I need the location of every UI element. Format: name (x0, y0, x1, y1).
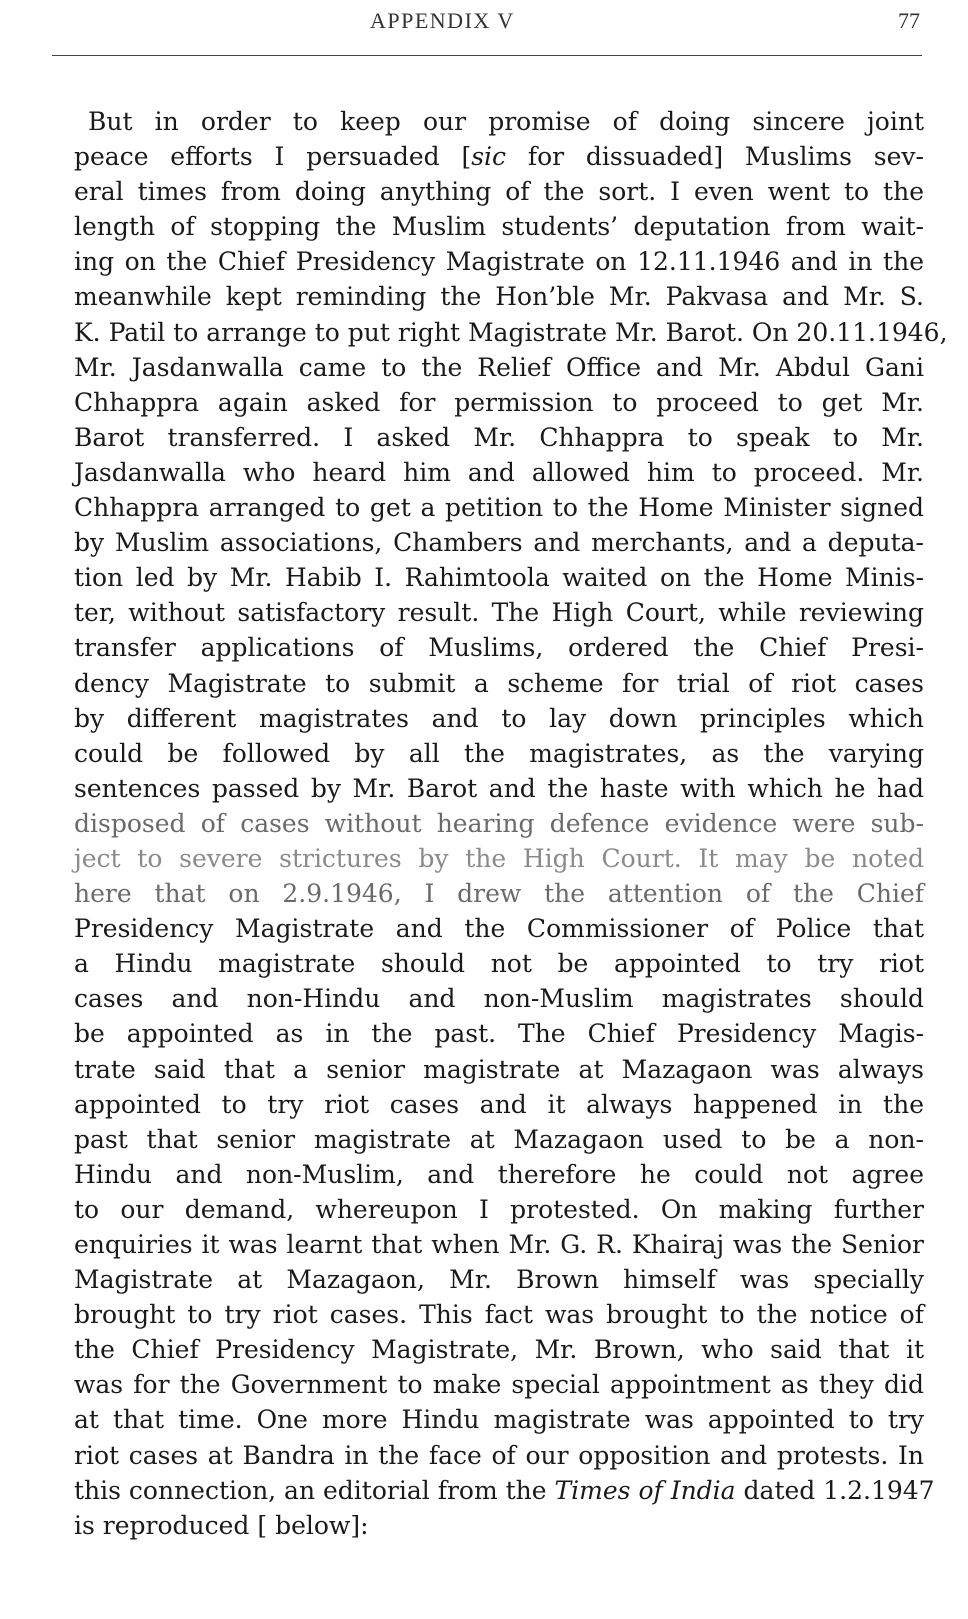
text-line: Barot transferred. I asked Mr. Chhappra to speak to Mr. (74, 422, 924, 452)
bracket-open: [ (461, 142, 472, 172)
text-line: trate said that a senior magistrate at Mazagaon was always (74, 1054, 924, 1084)
text-line: Mr. Jasdanwalla came to the Relief Office and Mr. Abdul Gani (74, 352, 924, 382)
bracket-rest: for dissuaded] (506, 142, 724, 172)
text-line (74, 1473, 935, 1508)
text-line: was for the Government to make special appointment as they did (74, 1370, 924, 1400)
text-line: past that senior magistrate at Mazagaon used to be a non- (74, 1124, 924, 1154)
text-line: Presidency Magistrate and the Commissioner of Police that (74, 914, 924, 944)
text-line: ject to severe strictures by the High Court. It may be noted (74, 843, 924, 873)
text-line: is reproduced [ below]: (74, 1510, 369, 1540)
text-line: But in order to keep our promise of doing sincere joint (88, 107, 924, 136)
text-line: transfer applications of Muslims, ordered the Chief Presi- (74, 633, 924, 663)
text-line-part: peace efforts I persuaded (74, 142, 462, 172)
text-line: enquiries it was learnt that when Mr. G. R. Khairaj was the Senior (74, 1230, 924, 1259)
text-line: Jasdanwalla who heard him and allowed him to proceed. Mr. (74, 457, 924, 487)
text-line: to our demand, whereupon I protested. On making further (74, 1194, 924, 1224)
header-rule (52, 55, 922, 56)
text-line: dency Magistrate to submit a scheme for trial of riot cases (74, 668, 924, 698)
page-number: 77 (898, 8, 920, 33)
text-line: by Muslim associations, Chambers and merchants, and a deputa- (74, 528, 924, 558)
text-line: K. Patil to arrange to put right Magistrate Mr. Barot. On 20.11.1946, (74, 317, 948, 347)
text-line: be appointed as in the past. The Chief Presidency Magis- (74, 1019, 924, 1049)
text-line: the Chief Presidency Magistrate, Mr. Brown, who said that it (74, 1335, 924, 1365)
text-line: tion led by Mr. Habib I. Rahimtoola waited on the Home Minis- (74, 563, 924, 593)
text-line: sentences passed by Mr. Barot and the haste with which he had (74, 773, 924, 803)
text-line: at that time. One more Hindu magistrate was appointed to try (74, 1405, 924, 1435)
text-line: Hindu and non-Muslim, and therefore he could not agree (74, 1159, 924, 1189)
text-line: Magistrate at Mazagaon, Mr. Brown himself was specially (74, 1265, 924, 1295)
text-line: cases and non-Hindu and non-Muslim magistrates should (74, 984, 924, 1014)
text-line: meanwhile kept reminding the Hon’ble Mr. Pakvasa and Mr. S. (74, 282, 924, 312)
text-line: eral times from doing anything of the sort. I even went to the (74, 177, 924, 207)
text-line: length of stopping the Muslim students’ deputation from wait- (74, 212, 924, 242)
text-line (74, 139, 924, 174)
text-line: riot cases at Bandra in the face of our opposition and protests. In (74, 1440, 924, 1470)
body-text (74, 104, 948, 1543)
text-line: could be followed by all the magistrates, as the varying (74, 738, 924, 768)
text-line: ter, without satisfactory result. The High Court, while reviewing (74, 598, 924, 628)
text-line: here that on 2.9.1946, I drew the attention of the Chief (74, 879, 924, 909)
sic-italic: sic (471, 142, 507, 172)
publication-title: Times of India (554, 1475, 736, 1505)
text-line: ing on the Chief Presidency Magistrate on 12.11.1946 and in the (74, 247, 924, 277)
running-head (0, 8, 968, 42)
text-line-part: Muslims sev- (723, 142, 924, 172)
text-line: brought to try riot cases. This fact was brought to the notice of (74, 1300, 924, 1330)
text-line: a Hindu magistrate should not be appointed to try riot (74, 949, 924, 979)
text-line: Chhappra again asked for permission to proceed to get Mr. (74, 387, 924, 417)
text-line: appointed to try riot cases and it always happened in the (74, 1089, 924, 1119)
running-title: APPENDIX V (370, 8, 515, 33)
text-line: disposed of cases without hearing defence evidence were sub- (74, 808, 924, 838)
text-line: by different magistrates and to lay down principles which (74, 703, 924, 733)
text-line-part: this connection, an editorial from the (74, 1475, 555, 1505)
text-line: Chhappra arranged to get a petition to the Home Minister signed (74, 493, 924, 523)
text-line-part: dated 1.2.1947 (735, 1475, 935, 1505)
